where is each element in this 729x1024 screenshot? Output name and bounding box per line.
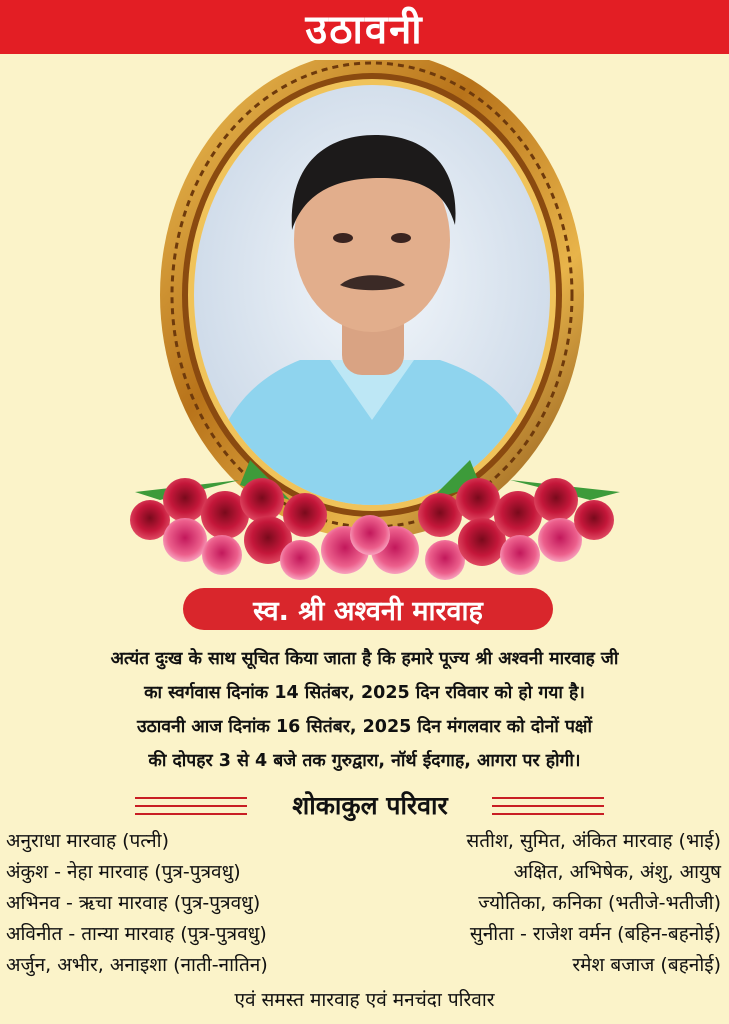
notice-line: का स्वर्गवास दिनांक 14 सितंबर, 2025 दिन रविवार को हो गया है। [144,683,585,703]
list-item: रमेश बजाज (बहनोई) [572,954,721,976]
notice-line: उठावनी आज दिनांक 16 सितंबर, 2025 दिन मंगलवार को दोनों पक्षों [137,717,592,737]
closing-line: एवं समस्त मारवाह एवं मनचंदा परिवार [234,989,495,1011]
list-item: अक्षित, अभिषेक, अंशु, आयुष [513,861,721,883]
family-list-right [340,826,721,981]
notice-line: अत्यंत दुःख के साथ सूचित किया जाता है कि हमारे पूज्य श्री अश्वनी मारवाह जी [110,649,619,669]
portrait-frame [0,60,729,600]
list-item: अंकुश - नेहा मारवाह (पुत्र-पुत्रवधु) [6,861,241,883]
portrait-illustration [0,60,729,600]
family-title: शोकाकुल परिवार [292,791,448,820]
divider-left [135,813,247,815]
divider-right [492,805,604,807]
divider-right [492,797,604,799]
banner-title: उठावनी [305,6,424,53]
notice-line: की दोपहर 3 से 4 बजे तक गुरुद्वारा, नॉर्थ ईदगाह, आगरा पर होगी। [148,751,581,771]
list-item: अनुराधा मारवाह (पत्नी) [6,830,169,852]
list-item: अभिनव - ऋचा मारवाह (पुत्र-पुत्रवधु) [6,892,261,914]
list-item: अविनीत - तान्या मारवाह (पुत्र-पुत्रवधु) [6,923,267,945]
divider-left [135,797,247,799]
list-item: ज्योतिका, कनिका (भतीजे-भतीजी) [478,892,721,914]
notice-text [10,642,719,778]
deceased-name-badge [183,588,553,630]
list-item: सुनीता - राजेश वर्मन (बहिन-बहनोई) [469,923,721,945]
list-item: सतीश, सुमित, अंकित मारवाह (भाई) [466,830,721,852]
divider-right [492,813,604,815]
divider-left [135,805,247,807]
list-item: अर्जुन, अभीर, अनाइशा (नाती-नातिन) [6,954,268,976]
deceased-name: स्व. श्री अश्वनी मारवाह [253,595,483,627]
family-list-left [6,826,386,981]
header-banner [0,0,729,54]
